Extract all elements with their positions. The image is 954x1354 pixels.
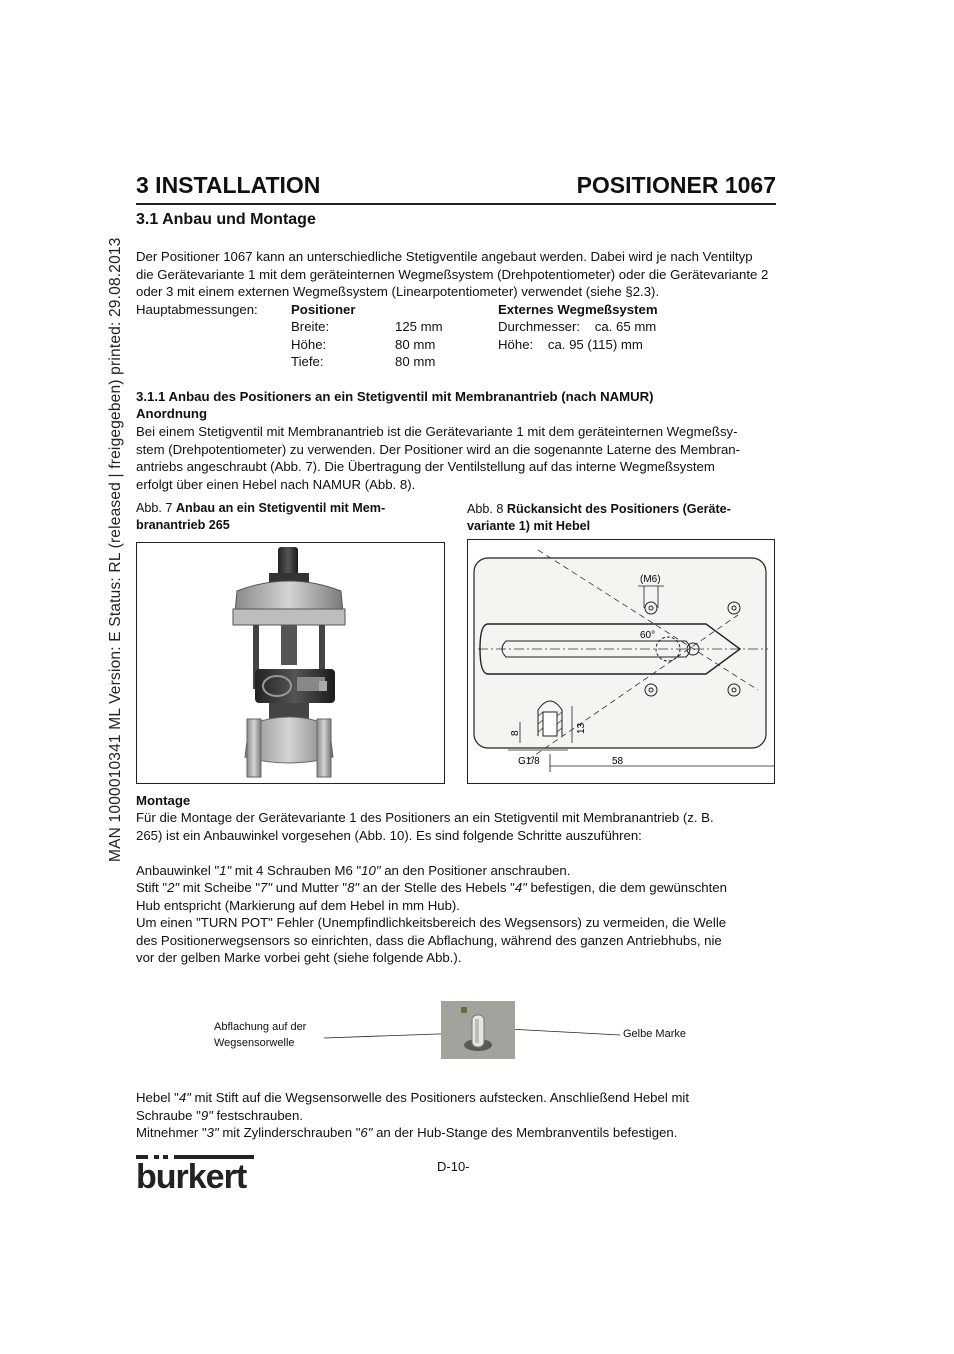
external-head: Externes Wegmeßsystem xyxy=(498,302,658,317)
dim-value: 80 mm xyxy=(395,354,436,369)
sensor-right-label: Gelbe Marke xyxy=(623,1028,686,1040)
dim-key: Höhe: xyxy=(291,337,327,352)
burkert-logo xyxy=(136,1155,256,1196)
montage-step-2: Stift "2" mit Scheibe "7" und Mutter "8" an der Stelle des Hebels "4" befestigen, die dem gewünschten Hub entspricht (Markierung auf dem Hebel in mm Hub). xyxy=(136,879,796,914)
document-sidebar xyxy=(87,160,124,880)
fig8-lever-drawing xyxy=(467,539,775,784)
dim-key: Breite: xyxy=(291,319,330,334)
dim-value: 125 mm xyxy=(395,319,443,334)
label-line: Wegsensorwelle xyxy=(214,1037,295,1049)
final-paragraph: Hebel "4" mit Stift auf die Wegsensorwelle des Positioners aufstecken. Anschließend Hebel mit Schraube "9" festschrauben. Mitnehmer "3" mit Zylinderschrauben "6" an der Hub-Stange des Membranventils befestigen. xyxy=(136,1090,690,1141)
subsection-title: 3.1.1 Anbau des Positioners an ein Stetigventil mit Membranantrieb (nach NAMUR) xyxy=(136,389,654,404)
fig7-title: Anbau an ein Stetigventil mit Mem- xyxy=(175,501,386,515)
text-line: 265) ist ein Anbauwinkel vorgesehen (Abb. 10). Es sind folgende Schritte auszuführen: xyxy=(136,827,642,843)
thread-label: G1/8 xyxy=(518,756,540,767)
subsection-paragraph xyxy=(136,423,796,493)
fig7-title-cont: branantrieb 265 xyxy=(136,518,230,532)
montage-step-1: Anbauwinkel "1" mit 4 Schrauben M6 "10" an den Positioner anschrauben. xyxy=(136,863,571,878)
text-line: Der Positioner 1067 kann an unterschiedliche Stetigventile angebaut werden. Dabei wird je nach Ventiltyp xyxy=(136,249,753,264)
lever-technical-drawing xyxy=(468,540,774,783)
text-line: Um einen "TURN POT" Fehler (Unempfindlichkeitsbereich des Wegsensors) zu vermeiden, die Welle xyxy=(136,915,727,930)
sensor-left-label xyxy=(214,1019,306,1051)
header-rule xyxy=(136,203,776,205)
text-line: die Gerätevariante 1 mit dem geräteinternen Wegmeßsystem (Drehpotentiometer) oder die Gerätevariante 2 xyxy=(136,266,769,282)
valve-drawing xyxy=(137,543,444,783)
montage-step-3 xyxy=(136,914,796,967)
fig8-title: Rückansicht des Positioners (Geräte- xyxy=(506,502,731,516)
text-line: Für die Montage der Gerätevariante 1 des Positioners an ein Stetigventil mit Membranantrieb (z. B. xyxy=(136,810,714,825)
dim-58-label: 58 xyxy=(612,756,624,767)
fig7-number: Abb. 7 xyxy=(136,501,176,515)
text-line: stem (Drehpotentiometer) zu verwenden. Der Positioner wird an die sogenannte Laterne des Membran- xyxy=(136,441,741,457)
fig8-caption xyxy=(467,501,731,535)
text-line: Bei einem Stetigventil mit Membranantrieb ist die Gerätevariante 1 mit dem geräteinternen Wegmeßsy- xyxy=(136,424,738,439)
external-dim: Durchmesser: ca. 65 mm xyxy=(498,319,657,334)
chapter-title: 3 INSTALLATION xyxy=(136,172,321,198)
angle-label: 60° xyxy=(640,630,656,641)
external-dim: Höhe: ca. 95 (115) mm xyxy=(498,337,643,352)
product-title: POSITIONER 1067 xyxy=(576,172,776,198)
fig8-number: Abb. 8 xyxy=(467,502,507,516)
text-line: des Positionerwegsensors so einrichten, dass die Abflachung, während des ganzen Antriebhubs, nie xyxy=(136,932,722,948)
shaft-drawing xyxy=(441,1001,515,1059)
montage-paragraph xyxy=(136,809,796,844)
logo-text: burkert xyxy=(136,1158,247,1191)
sensor-shaft-photo xyxy=(441,1001,515,1059)
dimensions-label: Hauptabmessungen: xyxy=(136,302,258,317)
text-line: antriebs angeschraubt (Abb. 7). Die Übertragung der Ventilstellung auf das interne Wegmeßsystem xyxy=(136,459,715,475)
dim-13-label: 13 xyxy=(576,722,587,734)
page-number: D-10- xyxy=(437,1159,470,1174)
positioner-head: Positioner xyxy=(291,302,356,317)
text-line: oder 3 mit einem externen Wegmeßsystem (Linearpotentiometer) verwendet (siehe §2.3). xyxy=(136,284,660,300)
fig7-caption xyxy=(136,500,385,534)
text-line: Hub entspricht (Markierung auf dem Hebel in mm Hub). xyxy=(136,897,460,913)
dim-8-label: 8 xyxy=(510,730,521,736)
montage-head: Montage xyxy=(136,793,191,808)
document-meta: MAN 1000010341 ML Version: E Status: RL (released | freigegeben) printed: 29.08.2013 xyxy=(107,237,124,862)
dim-value: 80 mm xyxy=(395,337,436,352)
fig7-valve-image xyxy=(136,542,445,784)
text-line: vor der gelben Marke vorbei geht (siehe folgende Abb.). xyxy=(136,950,462,966)
subsection-subtitle: Anordnung xyxy=(136,406,208,421)
intro-paragraph xyxy=(136,248,796,301)
fig8-title-cont: variante 1) mit Hebel xyxy=(467,519,591,533)
section-title: 3.1 Anbau und Montage xyxy=(136,211,316,228)
text-line: erfolgt über einen Hebel nach NAMUR (Abb. 8). xyxy=(136,476,416,492)
label-line: Abflachung auf der xyxy=(214,1021,307,1033)
dim-key: Tiefe: xyxy=(291,354,324,369)
logo-mark xyxy=(136,1155,256,1191)
m6-label: (M6) xyxy=(640,574,661,585)
